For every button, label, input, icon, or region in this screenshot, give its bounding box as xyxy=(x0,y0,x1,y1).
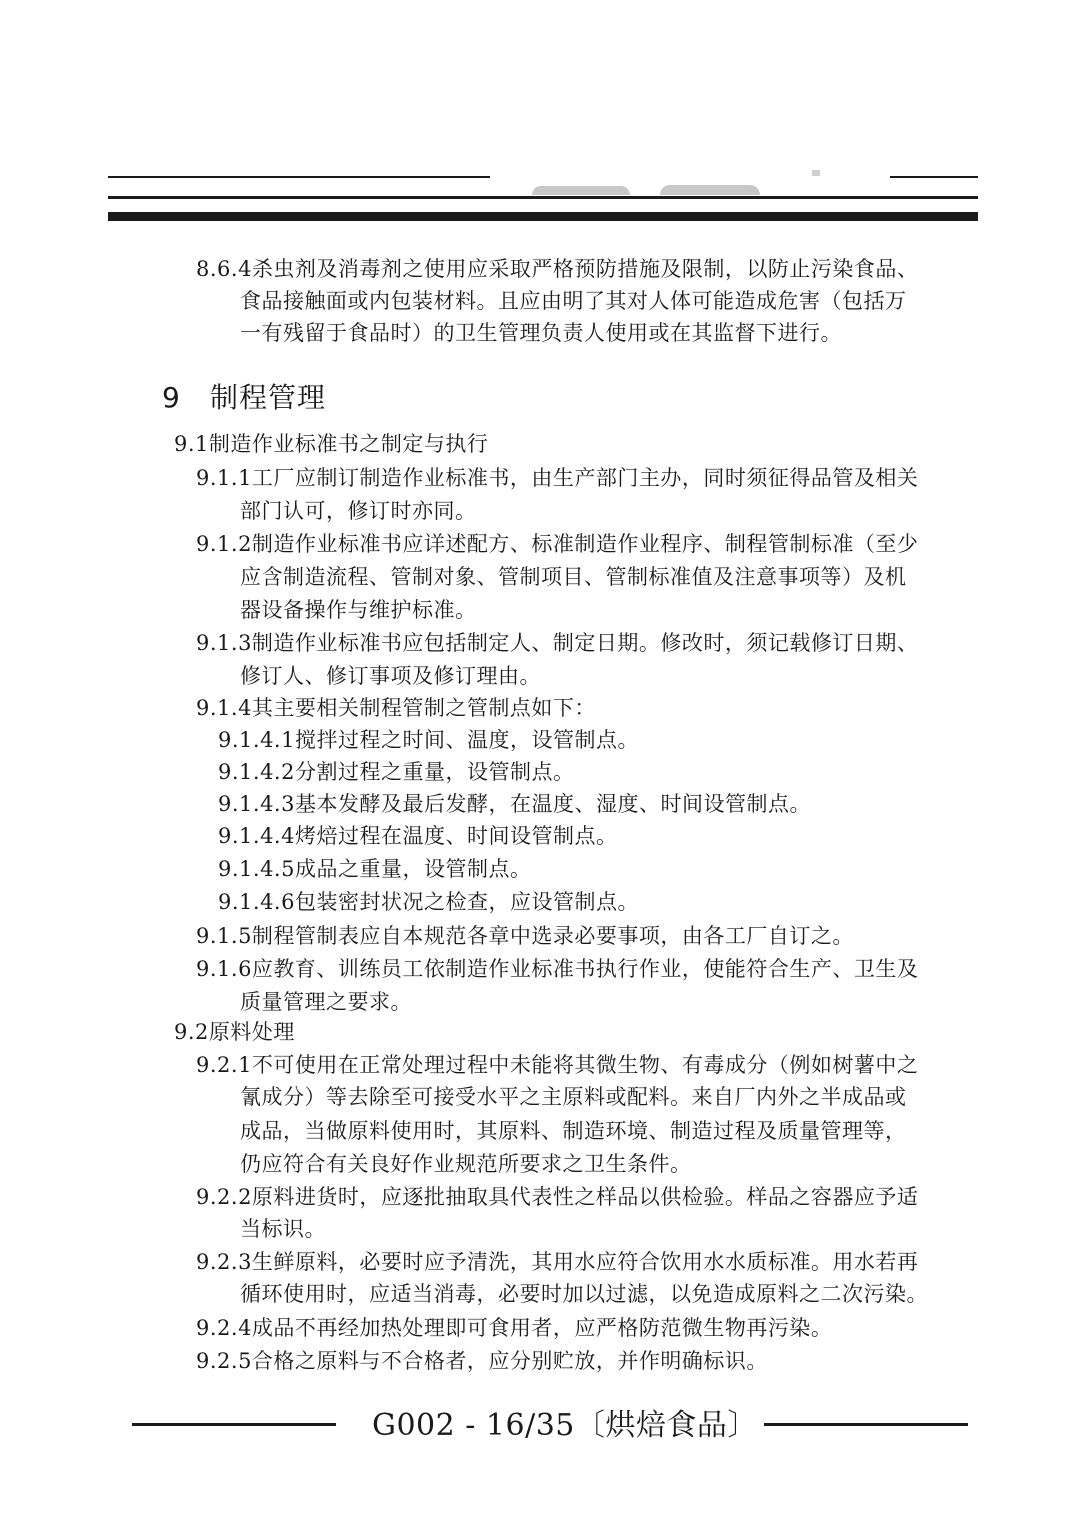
paragraph-9-2-2-line-2: 当标识。 xyxy=(240,1217,326,1241)
section-9-title: 制程管理 xyxy=(210,381,327,414)
paragraph-9-1-2-line-1: 9.1.2制造作业标准书应详述配方、标准制造作业程序、制程管制标准（至少 xyxy=(196,532,919,556)
header-scan-mark-1 xyxy=(532,186,630,195)
header-scan-mark-2 xyxy=(660,185,760,195)
paragraph-9-1-4-3: 9.1.4.3基本发酵及最后发酵，在温度、湿度、时间设管制点。 xyxy=(218,792,811,816)
paragraph-9-1-2-line-2: 应含制造流程、管制对象、管制项目、管制标准值及注意事项等）及机 xyxy=(240,565,907,589)
paragraph-9-2-1-line-1: 9.2.1不可使用在正常处理过程中未能将其微生物、有毒成分（例如树薯中之 xyxy=(196,1053,919,1077)
header-rule-thin-right xyxy=(890,176,978,178)
paragraph-9-2-5: 9.2.5合格之原料与不合格者，应分别贮放，并作明确标识。 xyxy=(196,1349,768,1373)
paragraph-9-1-6-line-2: 质量管理之要求。 xyxy=(240,990,412,1014)
paragraph-9-1-1-line-2: 部门认可，修订时亦同。 xyxy=(240,499,477,523)
header-scan-speck xyxy=(812,170,820,176)
header-rule-thick xyxy=(108,212,978,221)
section-9-number: 9 xyxy=(162,381,181,414)
paragraph-9-1-4-5: 9.1.4.5成品之重量，设管制点。 xyxy=(218,857,532,881)
paragraph-9-2-4: 9.2.4成品不再经加热处理即可食用者，应严格防范微生物再污染。 xyxy=(196,1316,833,1340)
paragraph-9-2-3-line-2: 循环使用时，应适当消毒，必要时加以过滤，以免造成原料之二次污染。 xyxy=(240,1282,928,1306)
paragraph-9-1-2-line-3: 器设备操作与维护标准。 xyxy=(240,598,477,622)
paragraph-9-1-5: 9.1.5制程管制表应自本规范各章中选录必要事项，由各工厂自订之。 xyxy=(196,924,854,948)
heading-9-1: 9.1制造作业标准书之制定与执行 xyxy=(174,432,489,456)
paragraph-9-1-4-2: 9.1.4.2分割过程之重量，设管制点。 xyxy=(218,760,575,784)
paragraph-9-2-3-line-1: 9.2.3生鲜原料，必要时应予清洗，其用水应符合饮用水水质标准。用水若再 xyxy=(196,1250,919,1274)
paragraph-9-1-4-6: 9.1.4.6包装密封状况之检查，应设管制点。 xyxy=(218,890,639,914)
paragraph-9-2-1-line-4: 仍应符合有关良好作业规范所要求之卫生条件。 xyxy=(240,1152,692,1176)
paragraph-9-1-4: 9.1.4其主要相关制程管制之管制点如下： xyxy=(196,696,596,720)
paragraph-8-6-4-line-1: 8.6.4杀虫剂及消毒剂之使用应采取严格预防措施及限制，以防止污染食品、 xyxy=(196,257,919,281)
paragraph-9-2-2-line-1: 9.2.2原料进货时，应逐批抽取具代表性之样品以供检验。样品之容器应予适 xyxy=(196,1185,919,1209)
footer-rule-right xyxy=(764,1423,968,1426)
paragraph-9-1-6-line-1: 9.1.6应教育、训练员工依制造作业标准书执行作业，使能符合生产、卫生及 xyxy=(196,957,919,981)
header-rule-mid xyxy=(108,196,978,199)
paragraph-8-6-4-line-2: 食品接触面或内包装材料。且应由明了其对人体可能造成危害（包括万 xyxy=(240,289,907,313)
paragraph-8-6-4-line-3: 一有残留于食品时）的卫生管理负责人使用或在其监督下进行。 xyxy=(240,321,842,345)
header-rule-thin-left xyxy=(108,176,490,178)
paragraph-9-1-1-line-1: 9.1.1工厂应制订制造作业标准书，由生产部门主办，同时须征得品管及相关 xyxy=(196,466,919,490)
footer-page-label: G002 - 16/35〔烘焙食品〕 xyxy=(372,1408,758,1443)
paragraph-9-2-1-line-2: 氰成分）等去除至可接受水平之主原料或配料。来自厂内外之半成品或 xyxy=(240,1085,907,1109)
paragraph-9-1-4-1: 9.1.4.1搅拌过程之时间、温度，设管制点。 xyxy=(218,728,639,752)
footer-rule-left xyxy=(132,1423,336,1426)
heading-9-2: 9.2原料处理 xyxy=(174,1020,295,1044)
paragraph-9-1-3-line-1: 9.1.3制造作业标准书应包括制定人、制定日期。修改时，须记载修订日期、 xyxy=(196,631,919,655)
paragraph-9-1-4-4: 9.1.4.4烤焙过程在温度、时间设管制点。 xyxy=(218,824,618,848)
paragraph-9-2-1-line-3: 成品，当做原料使用时，其原料、制造环境、制造过程及质量管理等， xyxy=(240,1119,907,1143)
paragraph-9-1-3-line-2: 修订人、修订事项及修订理由。 xyxy=(240,664,541,688)
